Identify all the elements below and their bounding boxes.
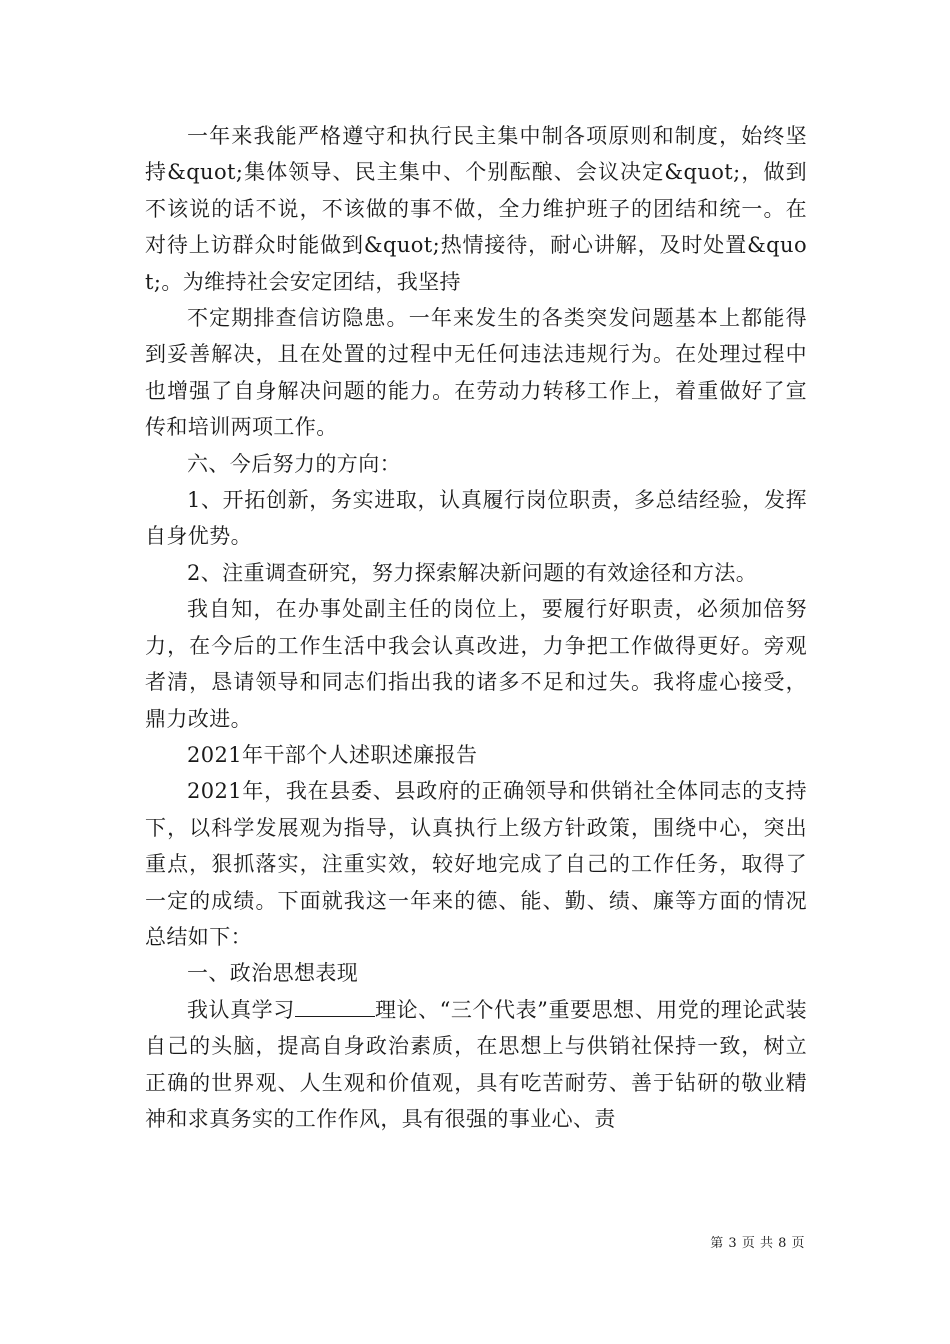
section-heading-political-thought: 一、政治思想表现 [187,961,359,986]
paragraph-study-theory [145,992,807,1138]
paragraph-item-1: 1、开拓创新，务实进取，认真履行岗位职责，多总结经验，发挥自身优势。 [145,488,807,549]
paragraph-petition-handling: 不定期排查信访隐患。一年来发生的各类突发问题基本上都能得到妥善解决，且在处置的过程中无任何违法违规行为。在处理过程中也增强了自身解决问题的能力。在劳动力转移工作上，着重做好了宣传和培训两项工作。 [145,306,807,440]
blank-underline [295,995,375,1017]
page-number-footer: 第 3 页 共 8 页 [710,1236,805,1251]
study-theory-text-before: 我认真学习 [187,997,295,1022]
paragraph-democratic-centralism: 一年来我能严格遵守和执行民主集中制各项原则和制度，始终坚持&quot;集体领导、民主集中、个别酝酿、会议决定&quot;，做到不该说的话不说，不该做的事不做，全力维护班子的团结和统一。在对待上访群众时能做到&quot;热情接待，耐心讲解，及时处置&quot;。为维持社会安定团结，我坚持 [145,124,807,294]
document-body [145,118,807,1137]
section-heading-future-direction: 六、今后努力的方向： [187,451,401,476]
paragraph-report-intro: 2021年，我在县委、县政府的正确领导和供销社全体同志的支持下，以科学发展观为指导，认真执行上级方针政策，围绕中心，突出重点，狠抓落实，注重实效，较好地完成了自己的工作任务，取得了一定的成绩。下面就我这一年来的德、能、勤、绩、廉等方面的情况总结如下： [145,779,807,949]
paragraph-item-2: 2、注重调查研究，努力探索解决新问题的有效途径和方法。 [187,560,758,585]
study-theory-text-after: 理论、“三个代表”重要思想、用党的理论武装自己的头脑，提高自身政治素质，在思想上与供销社保持一致，树立正确的世界观、人生观和价值观，具有吃苦耐劳、善于钻研的敬业精神和求真务实的工作作风，具有很强的事业心、责 [145,997,807,1131]
paragraph-self-awareness: 我自知，在办事处副主任的岗位上，要履行好职责，必须加倍努力，在今后的工作生活中我会认真改进，力争把工作做得更好。旁观者清，恳请领导和同志们指出我的诸多不足和过失。我将虚心接受，鼎力改进。 [145,597,807,731]
report-title: 2021年干部个人述职述廉报告 [187,742,478,767]
